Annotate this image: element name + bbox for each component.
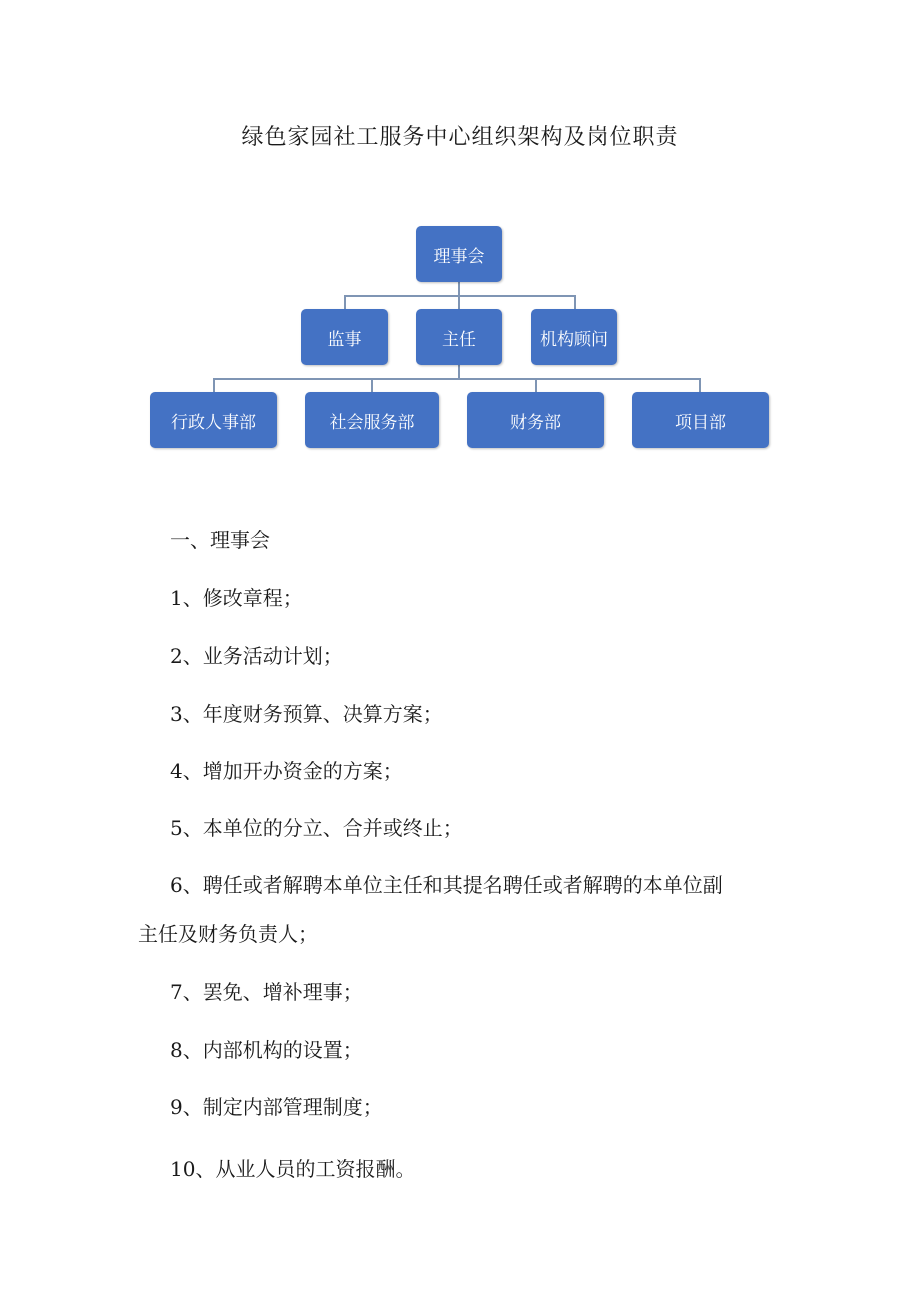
duty-item: 4、增加开办资金的方案； <box>170 759 403 783</box>
node-admin-hr: 行政人事部 <box>150 392 277 448</box>
connector-to-admin-hr <box>213 378 215 392</box>
connector-level3-bar <box>213 378 701 380</box>
node-social-service: 社会服务部 <box>305 392 439 448</box>
duty-item: 5、本单位的分立、合并或终止； <box>170 816 463 840</box>
node-advisor: 机构顾问 <box>531 309 617 365</box>
document-title: 绿色家园社工服务中心组织架构及岗位职责 <box>241 125 679 150</box>
duty-item: 7、罢免、增补理事； <box>170 980 363 1004</box>
node-director: 主任 <box>416 309 502 365</box>
duty-item: 10、从业人员的工资报酬。 <box>170 1157 416 1181</box>
node-finance: 财务部 <box>467 392 604 448</box>
connector-director-down <box>458 364 460 379</box>
org-chart <box>0 0 920 520</box>
duty-item: 6、聘任或者解聘本单位主任和其提名聘任或者解聘的本单位副 <box>170 873 723 897</box>
node-board: 理事会 <box>416 226 502 282</box>
connector-to-social-service <box>371 378 373 392</box>
connector-to-supervisor <box>344 295 346 309</box>
connector-root-down <box>458 282 460 296</box>
duty-item-continued: 主任及财务负责人； <box>138 922 318 946</box>
node-supervisor: 监事 <box>301 309 388 365</box>
duty-item: 3、年度财务预算、决算方案； <box>170 702 443 726</box>
connector-to-project <box>699 378 701 392</box>
section-heading: 一、理事会 <box>170 528 270 552</box>
duty-item: 8、内部机构的设置； <box>170 1038 363 1062</box>
connector-to-finance <box>535 378 537 392</box>
node-project: 项目部 <box>632 392 769 448</box>
duty-item: 2、业务活动计划； <box>170 644 343 668</box>
connector-level2-bar <box>344 295 576 297</box>
connector-to-director <box>458 295 460 309</box>
duty-item: 1、修改章程； <box>170 586 303 610</box>
duty-item: 9、制定内部管理制度； <box>170 1095 383 1119</box>
connector-to-advisor <box>574 295 576 309</box>
